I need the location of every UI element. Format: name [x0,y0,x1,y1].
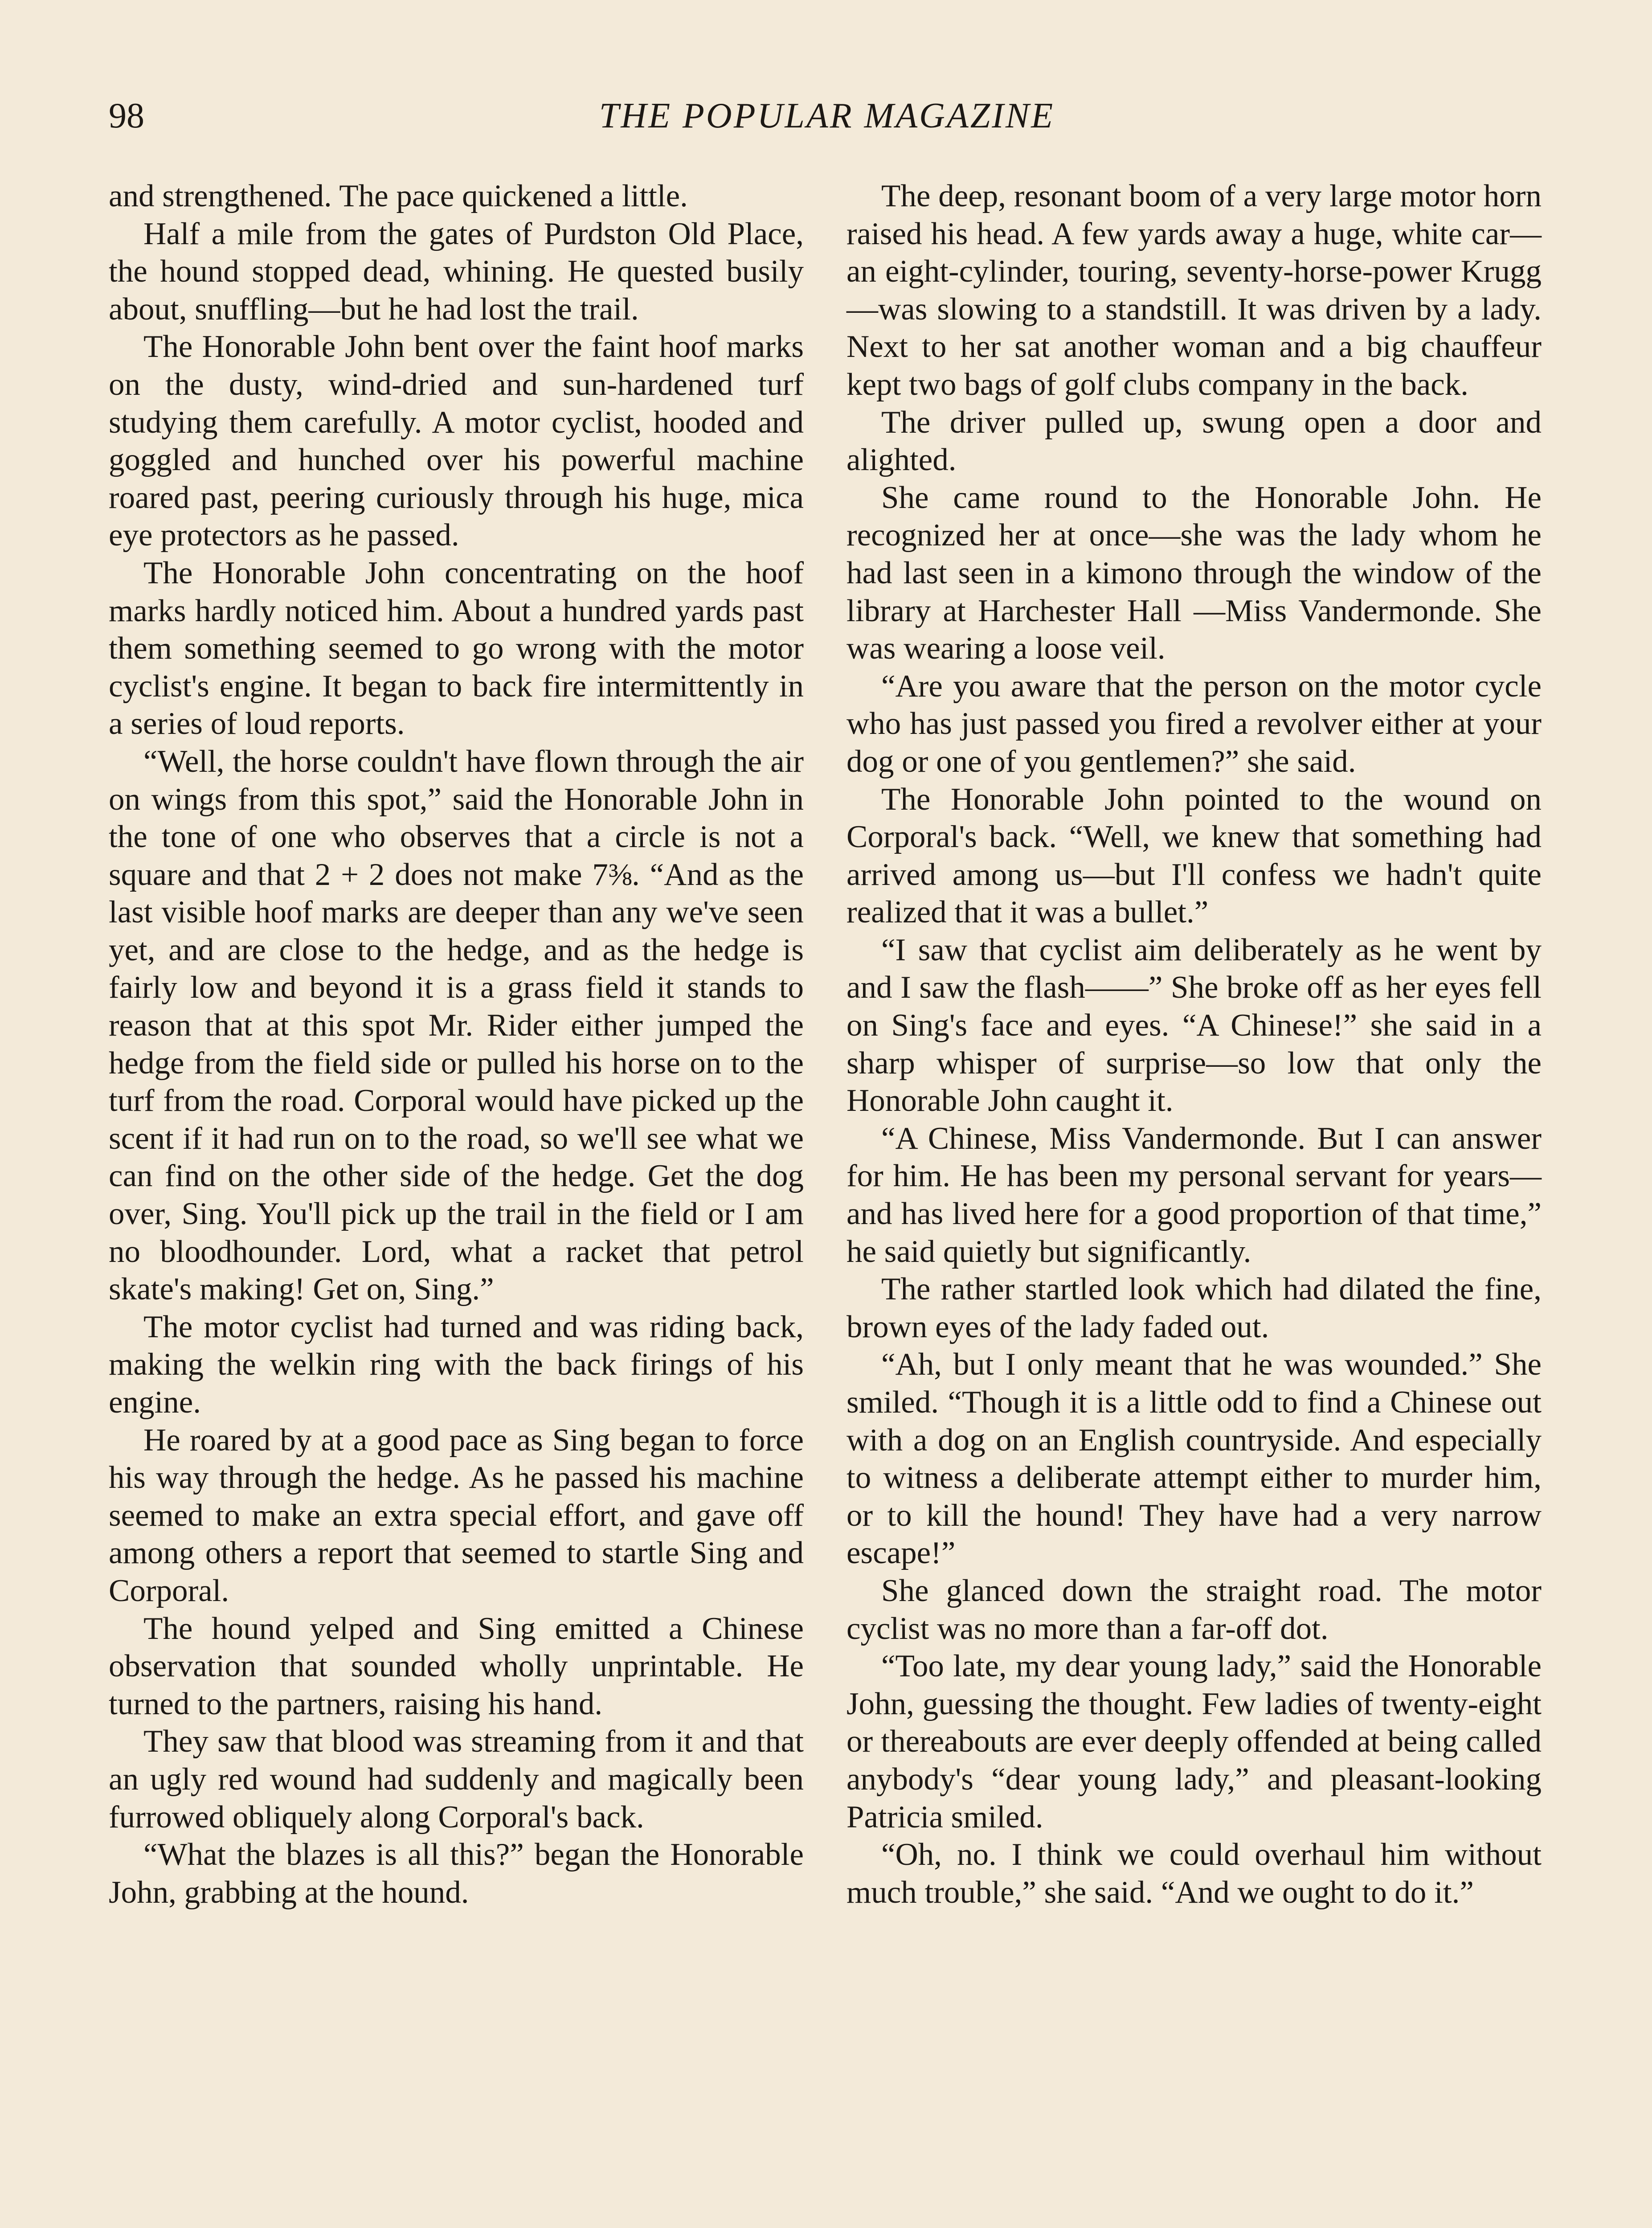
paragraph: “Oh, no. I think we could overhaul him without much trouble,” she said. “And we ought to do it.” [846,1837,1542,1910]
right-column [846,177,1542,1911]
paragraph: “A Chinese, Miss Vandermonde. But I can answer for him. He has been my personal servant for years—and has lived here for a good proportion of that time,” he said quietly but significantly. [846,1121,1542,1269]
paragraph: Half a mile from the gates of Purdston Old Place, the hound stopped dead, whining. He quested busily about, snuffling—but he had lost the trail. [109,216,804,327]
paragraph: The driver pulled up, swung open a door and alighted. [846,405,1542,478]
paragraph: “What the blazes is all this?” began the Honorable John, grabbing at the hound. [109,1837,804,1910]
paragraph: The Honorable John bent over the faint hoof marks on the dusty, wind-dried and sun-hardened turf studying them carefully. A motor cyclist, hooded and goggled and hunched over his powerful machine roared past, peering curiously through his huge, mica eye protectors as he passed. [109,329,804,553]
page-number: 98 [109,96,144,135]
paragraph: “Are you aware that the person on the motor cycle who has just passed you fired a revolver either at your dog or one of you gentlemen?” she said. [846,668,1542,779]
paragraph: “Well, the horse couldn't have flown through the air on wings from this spot,” said the Honorable John in the tone of one who observes that a circle is not a square and that 2 + 2 does not make 7⅜. “And as the last visible hoof marks are deeper than any we've seen yet, and are close to the hedge, and as the hedge is fairly low and beyond it is a grass field it stands to reason that at this spot Mr. Rider either jumped the hedge from the field side or pulled his horse on to the turf from the road. Corporal would have picked up the scent if it had run on to the road, so we'll see what we can find on the other side of the hedge. Get the dog over, Sing. You'll pick up the trail in the field or I am no bloodhounder. Lord, what a racket that petrol skate's making! Get on, Sing.” [109,744,804,1307]
paragraph: She came round to the Honorable John. He recognized her at once—she was the lady whom he had last seen in a kimono through the window of the library at Harchester Hall —Miss Vandermonde. She was wearing a loose veil. [846,480,1542,666]
paragraph: The Honorable John pointed to the wound on Corporal's back. “Well, we knew that something had arrived among us—but I'll confess we hadn't quite realized that it was a bullet.” [846,782,1542,930]
running-head: THE POPULAR MAGAZINE [599,96,1055,135]
paragraph: and strengthened. The pace quickened a little. [109,179,688,213]
paragraph: The deep, resonant boom of a very large motor horn raised his head. A few yards away a huge, white car—an eight-cylinder, touring, seventy-horse-power Krugg—was slowing to a standstill. It was driven by a lady. Next to her sat another woman and a big chauffeur kept two bags of golf clubs company in the back. [846,179,1542,402]
paragraph: The rather startled look which had dilated the fine, brown eyes of the lady faded out. [846,1272,1542,1344]
paragraph: The motor cyclist had turned and was riding back, making the welkin ring with the back firings of his engine. [109,1309,804,1420]
paragraph: He roared by at a good pace as Sing began to force his way through the hedge. As he passed his machine seemed to make an extra special effort, and gave off among others a report that seemed to startle Sing and Corporal. [109,1422,804,1608]
paragraph: “Too late, my dear young lady,” said the Honorable John, guessing the thought. Few ladies of twenty-eight or thereabouts are ever deeply offended at being called anybody's “dear young lady,” and pleasant-looking Patricia smiled. [846,1649,1542,1835]
paragraph: The hound yelped and Sing emitted a Chinese observation that sounded wholly unprintable. He turned to the partners, raising his hand. [109,1611,804,1721]
paragraph: The Honorable John concentrating on the hoof marks hardly noticed him. About a hundred yards past them something seemed to go wrong with the motor cyclist's engine. It began to back fire intermittently in a series of loud reports. [109,555,804,741]
left-column [109,177,804,1911]
page-header [109,91,1545,140]
paragraph: She glanced down the straight road. The motor cyclist was no more than a far-off dot. [846,1573,1542,1646]
paragraph: “I saw that cyclist aim deliberately as he went by and I saw the flash——” She broke off as her eyes fell on Sing's face and eyes. “A Chinese!” she said in a sharp whisper of surprise—so low that only the Honorable John caught it. [846,932,1542,1118]
paragraph: They saw that blood was streaming from it and that an ugly red wound had suddenly and magically been furrowed obliquely along Corporal's back. [109,1724,804,1835]
paragraph: “Ah, but I only meant that he was wounded.” She smiled. “Though it is a little odd to find a Chinese out with a dog on an English countryside. And especially to witness a deliberate attempt either to murder him, or to kill the hound! They have had a very narrow escape!” [846,1347,1542,1571]
